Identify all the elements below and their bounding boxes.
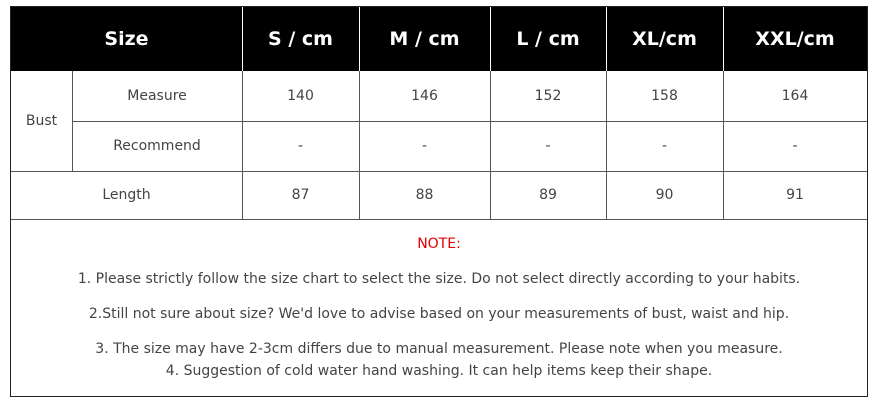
- header-divider: [242, 7, 243, 71]
- row-label-length: Length: [102, 187, 151, 203]
- note-line-1: 1. Please strictly follow the size chart to select the size. Do not select directly according to your habits.: [77, 271, 801, 287]
- measure-xl: 158: [651, 88, 678, 104]
- row-label-measure: Measure: [127, 88, 187, 104]
- header-cell-xxl: XXL/cm: [723, 7, 867, 71]
- recommend-m: -: [421, 138, 428, 154]
- recommend-xl: -: [661, 138, 668, 154]
- grid-line: [723, 71, 724, 219]
- note-line-4: 4. Suggestion of cold water hand washing. It can help items keep their shape.: [165, 363, 713, 379]
- length-xl: 90: [655, 187, 674, 203]
- recommend-xxl: -: [792, 138, 798, 154]
- header-cell-xl: XL/cm: [606, 7, 723, 71]
- header-divider: [359, 7, 360, 71]
- header-cell-s: S / cm: [242, 7, 359, 71]
- notes-section: [11, 219, 867, 396]
- grid-line: [72, 121, 867, 122]
- grid-line: [242, 71, 243, 219]
- length-m: 88: [415, 187, 434, 203]
- grid-line: [490, 71, 491, 219]
- measure-s: 140: [287, 88, 314, 104]
- header-cell-size: Size: [11, 7, 242, 71]
- measure-xxl: 164: [781, 88, 809, 104]
- length-l: 89: [539, 187, 557, 203]
- row-label-recommend: Recommend: [113, 138, 201, 154]
- note-line-3: 3. The size may have 2-3cm differs due to manual measurement. Please note when you measure.: [95, 341, 783, 357]
- header-divider: [606, 7, 607, 71]
- grid-line: [11, 171, 867, 172]
- grid-line: [606, 71, 607, 219]
- length-s: 87: [291, 187, 310, 203]
- size-chart: [10, 6, 868, 397]
- measure-m: 146: [411, 88, 438, 104]
- grid-line: [72, 71, 73, 171]
- grid-line: [359, 71, 360, 219]
- recommend-s: -: [297, 138, 304, 154]
- recommend-l: -: [545, 138, 551, 154]
- header-cell-m: M / cm: [359, 7, 490, 71]
- length-xxl: 91: [786, 187, 804, 203]
- header-divider: [490, 7, 491, 71]
- header-cell-l: L / cm: [490, 7, 606, 71]
- row-label-bust: Bust: [25, 113, 58, 129]
- header-divider: [723, 7, 724, 71]
- measure-l: 152: [534, 88, 562, 104]
- note-title: NOTE:: [417, 236, 461, 252]
- note-line-2: 2.Still not sure about size? We'd love to advise based on your measurements of bust, waist and hip.: [88, 306, 790, 322]
